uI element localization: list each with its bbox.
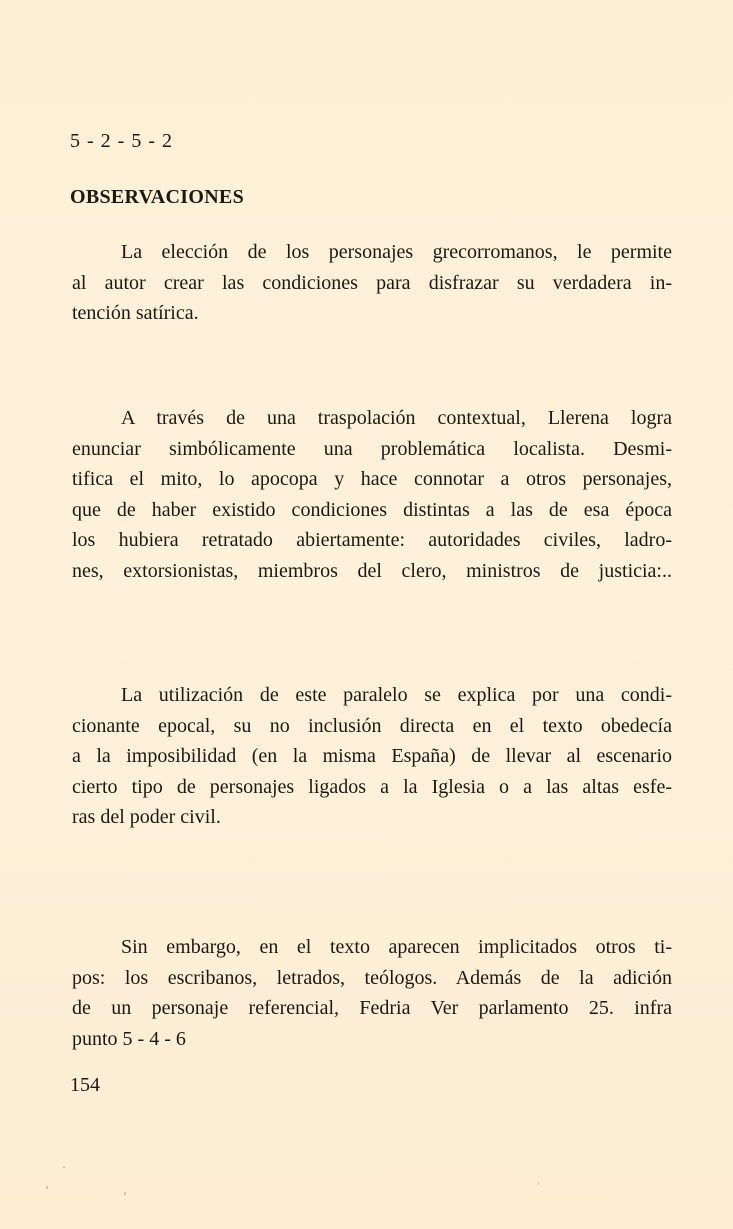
paragraph-paralelo <box>72 680 672 833</box>
paper-speck <box>538 1182 539 1185</box>
page-number: 154 <box>70 1074 100 1096</box>
paragraph-line: La elección de los personajes grecorromanos, le permite <box>121 241 672 263</box>
paragraph-sin-embargo <box>72 932 672 1054</box>
paragraph-traspolacion <box>72 403 672 586</box>
paragraph-personajes <box>72 237 672 329</box>
paragraph-line: que de haber existido condiciones distintas a las de esa época <box>72 498 672 521</box>
paragraph-line: cierto tipo de personajes ligados a la Iglesia o a las altas esfe- <box>72 775 672 798</box>
section-number: 5 - 2 - 5 - 2 <box>70 130 173 152</box>
paragraph-line: a la imposibilidad (en la misma España) de llevar al escenario <box>72 745 672 767</box>
paragraph-line: tifica el mito, lo apocopa y hace connotar a otros personajes, <box>72 468 672 490</box>
paragraph-line: ras del poder civil. <box>72 806 221 828</box>
paragraph-line: cionante epocal, su no inclusión directa en el texto obedecía <box>72 714 672 737</box>
paragraph-line: al autor crear las condiciones para disfrazar su verdadera in- <box>72 271 672 294</box>
paragraph-line: de un personaje referencial, Fedria Ver parlamento 25. infra <box>72 997 672 1019</box>
paragraph-line: Sin embargo, en el texto aparecen implicitados otros ti- <box>121 936 672 958</box>
paragraph-line: A través de una traspolación contextual, Llerena logra <box>121 407 672 429</box>
paragraph-line: enunciar simbólicamente una problemática localista. Desmi- <box>72 437 672 460</box>
paragraph-line: nes, extorsionistas, miembros del clero, ministros de justicia:.. <box>72 559 672 582</box>
paper-speck <box>124 1192 126 1195</box>
paper-speck <box>46 1186 48 1189</box>
paper-speck <box>63 1166 65 1168</box>
paragraph-line: tención satírica. <box>72 302 199 324</box>
section-title: OBSERVACIONES <box>70 186 244 208</box>
paragraph-line: pos: los escribanos, letrados, teólogos. Además de la adición <box>72 966 672 989</box>
paragraph-line: punto 5 - 4 - 6 <box>72 1027 186 1050</box>
paragraph-line: La utilización de este paralelo se explica por una condi- <box>121 684 672 706</box>
paragraph-line: los hubiera retratado abiertamente: autoridades civiles, ladro- <box>72 529 672 551</box>
